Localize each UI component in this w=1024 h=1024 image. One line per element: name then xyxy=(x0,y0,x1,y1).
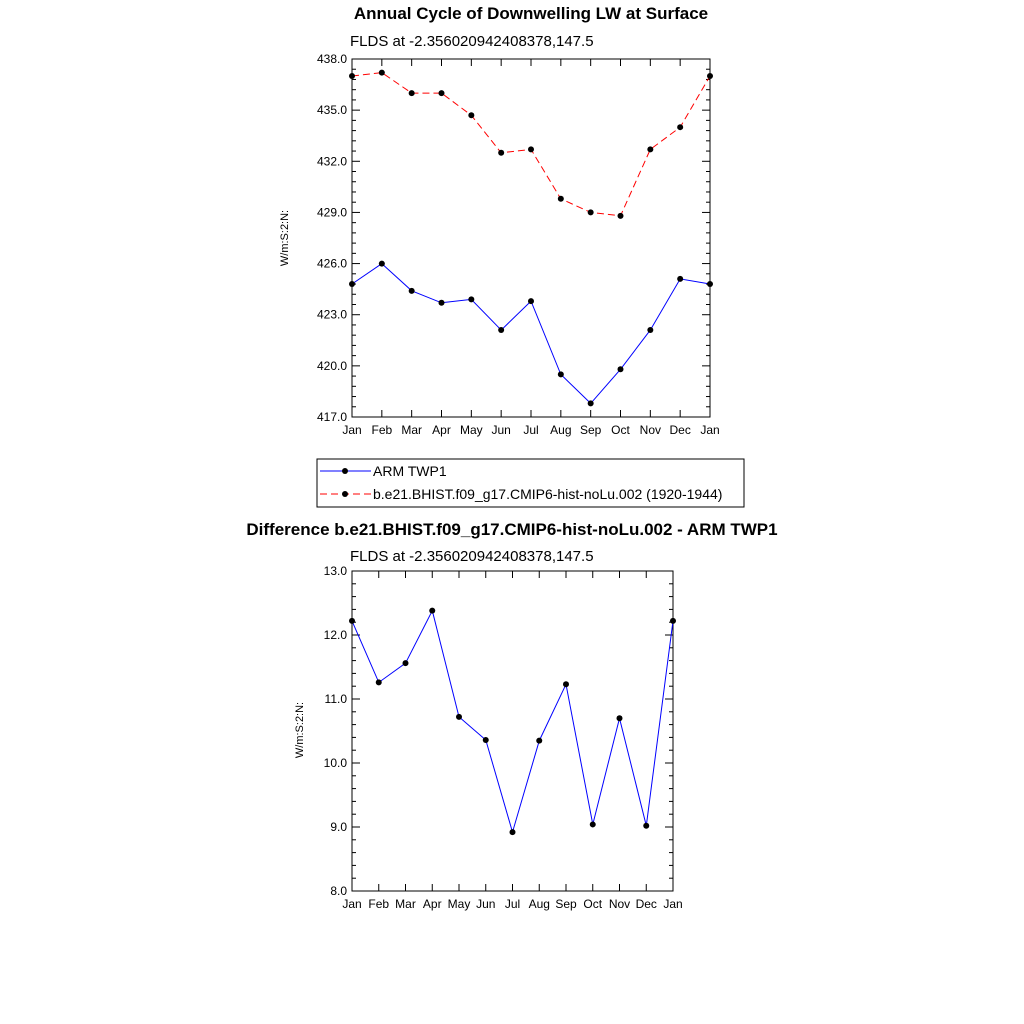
chart1-legend xyxy=(317,459,744,507)
chart1-xtick-label: Dec xyxy=(669,423,691,437)
chart2-ytick-label: 12.0 xyxy=(323,628,347,642)
chart1-series-0-point xyxy=(498,327,504,333)
chart2-ytick-label: 10.0 xyxy=(323,756,347,770)
chart1-xtick-label: Nov xyxy=(639,423,662,437)
chart2-series-0-point xyxy=(429,608,435,614)
chart1-xtick-label: Feb xyxy=(371,423,393,437)
chart2-series-0-point xyxy=(456,714,462,720)
chart1-series-0-point xyxy=(439,300,445,306)
chart2-xtick-label: May xyxy=(447,897,471,911)
chart2-series-0-point xyxy=(510,829,516,835)
chart2-title: Difference b.e21.BHIST.f09_g17.CMIP6-hist-noLu.002 - ARM TWP1 xyxy=(246,520,778,539)
chart2-xtick-label: Feb xyxy=(368,897,390,911)
chart1-series-1-point xyxy=(677,124,683,130)
chart2-ticks xyxy=(324,564,683,911)
chart1-series-1-point xyxy=(379,70,385,76)
chart1-ticks xyxy=(317,52,720,437)
chart1-series-1-point xyxy=(707,73,713,79)
chart1-series-0-point xyxy=(349,281,355,287)
chart2-xtick-label: Jan xyxy=(342,897,362,911)
chart1-series-1-point xyxy=(647,146,653,152)
chart1-series-0-point xyxy=(588,400,594,406)
chart1-ytick-label: 438.0 xyxy=(316,52,347,66)
legend-label-arm: ARM TWP1 xyxy=(373,463,447,479)
chart1-series-0-point xyxy=(647,327,653,333)
chart2-series-0-point xyxy=(670,618,676,624)
chart1-ytick-label: 420.0 xyxy=(316,358,347,373)
chart2-series-0-point xyxy=(349,618,355,624)
chart1-series-line-0 xyxy=(352,264,710,404)
chart2-series-0-point xyxy=(563,681,569,687)
chart1-series-1-point xyxy=(409,90,415,96)
chart2-xtick-label: Dec xyxy=(635,897,657,911)
chart1-series-0-point xyxy=(528,298,534,304)
chart1-series-0-point xyxy=(707,281,713,287)
chart2-xtick-label: Jul xyxy=(504,897,521,911)
chart1-ylabel: W/m:S:2:N: xyxy=(279,209,291,267)
chart1-xtick-label: Jan xyxy=(700,423,720,437)
chart2-xtick-label: Mar xyxy=(395,897,416,911)
chart1-series xyxy=(349,70,713,407)
chart1-series-line-1 xyxy=(352,73,710,216)
chart1-xtick-label: Jan xyxy=(342,423,362,437)
chart1-title: Annual Cycle of Downwelling LW at Surface xyxy=(353,4,709,23)
chart2-xtick-label: Apr xyxy=(422,897,442,911)
chart2-ytick-label: 8.0 xyxy=(330,884,347,898)
chart1-series-0-point xyxy=(677,276,683,282)
chart2-xtick-label: Nov xyxy=(608,897,631,911)
chart1-ytick-label: 429.0 xyxy=(316,205,347,220)
chart1-series-1-point xyxy=(349,73,355,79)
chart1-ytick-label: 417.0 xyxy=(316,410,347,424)
chart1-series-1-point xyxy=(439,90,445,96)
chart2-xtick-label: Jan xyxy=(663,897,683,911)
chart2-series-0-point xyxy=(376,679,382,685)
chart1-plot-frame xyxy=(352,59,710,417)
chart1-xtick-label: Mar xyxy=(401,423,423,437)
chart2-ytick-label: 11.0 xyxy=(324,692,347,706)
chart1-series-0-point xyxy=(379,261,385,267)
chart1-series-0-point xyxy=(558,371,564,377)
chart1-series-1-point xyxy=(588,209,594,215)
chart1-ytick-label: 432.0 xyxy=(316,154,347,169)
chart2-series-0-point xyxy=(617,715,623,721)
chart1-series-1-point xyxy=(528,146,534,152)
chart2-ytick-label: 9.0 xyxy=(330,820,347,834)
chart2-series-0-point xyxy=(590,821,596,827)
chart2-series-0-point xyxy=(536,738,542,744)
chart1-xtick-label: Aug xyxy=(550,423,572,437)
chart2-subtitle: FLDS at -2.356020942408378,147.5 xyxy=(350,548,594,565)
chart2-xtick-label: Oct xyxy=(583,897,603,911)
chart1-series-1-point xyxy=(618,213,624,219)
chart2-xtick-label: Jun xyxy=(476,897,496,911)
chart2-xtick-label: Aug xyxy=(528,897,550,911)
chart1-series-1-point xyxy=(468,112,474,118)
chart1-xtick-label: Jul xyxy=(523,423,539,437)
chart2-xtick-label: Sep xyxy=(555,897,577,911)
legend-label-model: b.e21.BHIST.f09_g17.CMIP6-hist-noLu.002 (1920-1944) xyxy=(373,486,723,502)
chart2-plot-frame xyxy=(352,571,673,891)
chart2-series-0-point xyxy=(483,737,489,743)
chart2-ylabel: W/m:S:2:N: xyxy=(294,701,306,759)
chart1-xtick-label: Jun xyxy=(491,423,511,437)
chart1-xtick-label: Sep xyxy=(579,423,602,437)
chart1-xtick-label: Oct xyxy=(611,423,630,437)
chart1-subtitle: FLDS at -2.356020942408378,147.5 xyxy=(350,33,594,50)
legend-marker-model xyxy=(342,491,348,497)
chart1-xtick-label: Apr xyxy=(432,423,451,437)
chart1-series-1-point xyxy=(498,150,504,156)
chart2-series-line-0 xyxy=(352,611,673,832)
chart2-ytick-label: 13.0 xyxy=(323,564,347,578)
chart1-series-1-point xyxy=(558,196,564,202)
chart2-series-0-point xyxy=(643,823,649,829)
legend-marker-arm xyxy=(342,468,348,474)
chart2-series-0-point xyxy=(403,660,409,666)
chart1-series-0-point xyxy=(618,366,624,372)
chart1-ytick-label: 435.0 xyxy=(316,103,347,118)
chart1-series-0-point xyxy=(409,288,415,294)
chart1-xtick-label: May xyxy=(459,423,483,437)
chart1-series-0-point xyxy=(468,296,474,302)
chart1-ytick-label: 426.0 xyxy=(316,256,347,271)
chart1-ytick-label: 423.0 xyxy=(316,307,347,322)
chart2-series xyxy=(349,608,676,835)
